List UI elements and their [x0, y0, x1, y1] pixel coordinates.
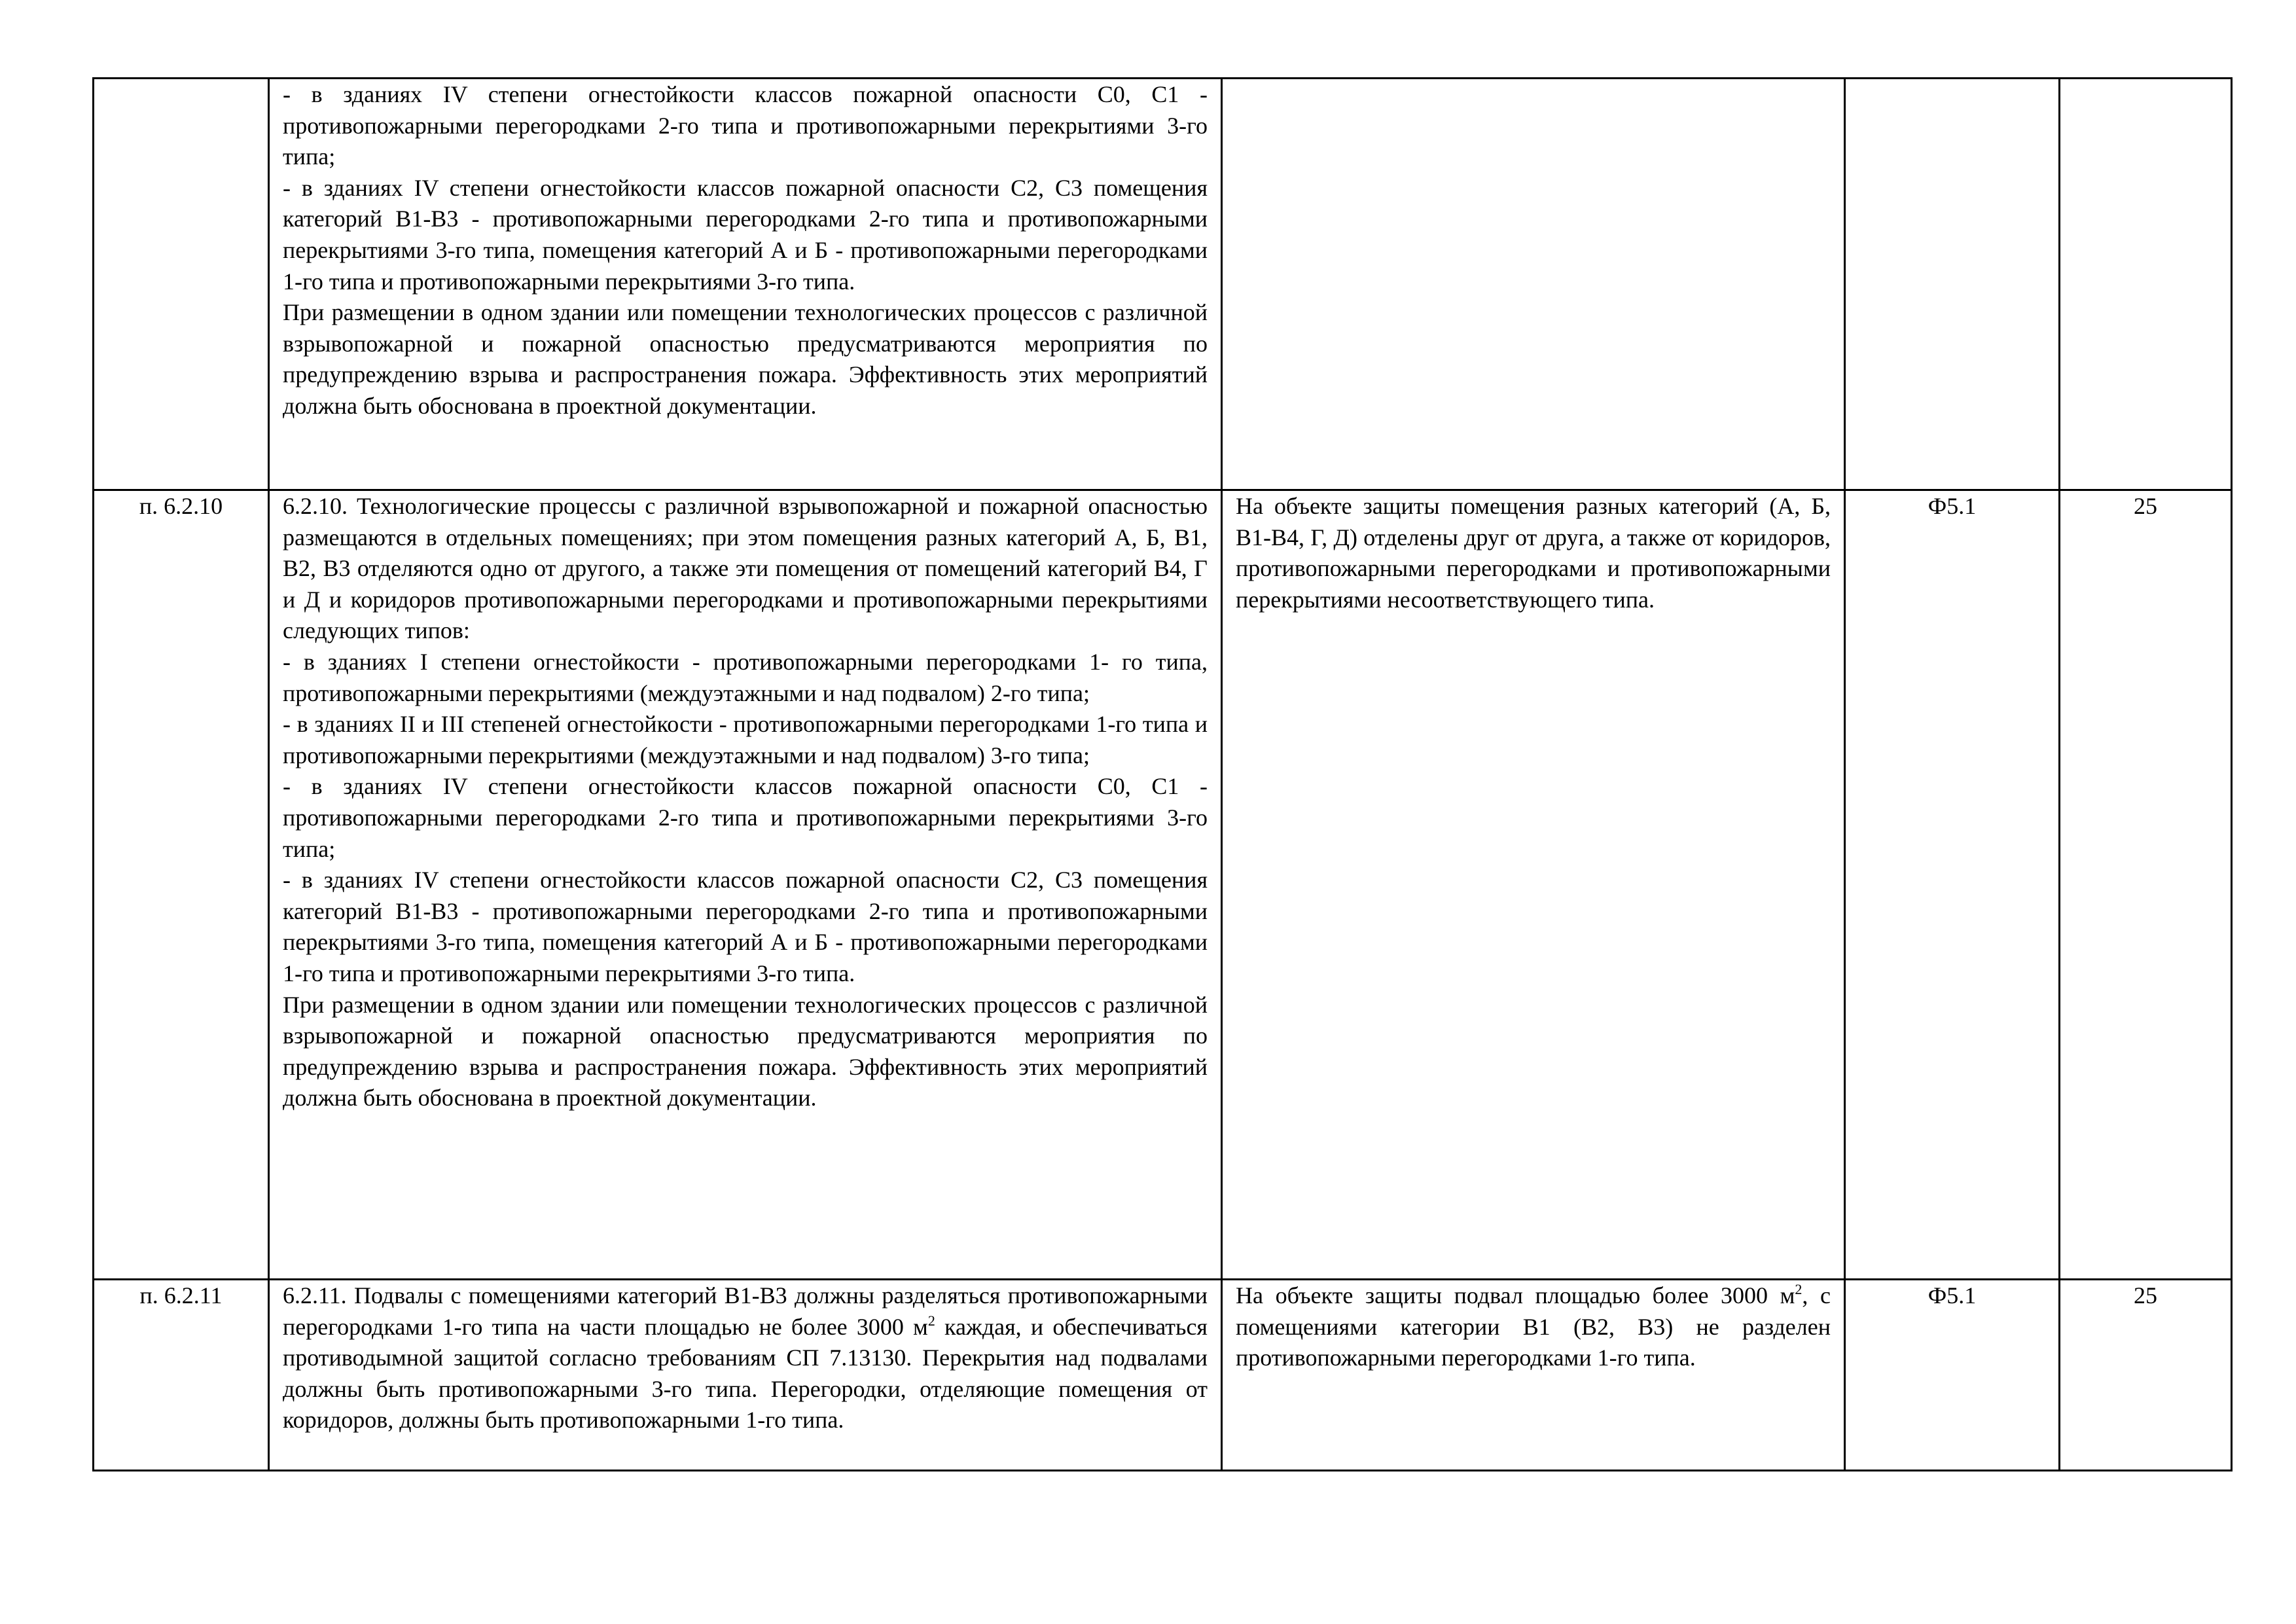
requirement-paragraph: При размещении в одном здании или помещении технологических процессов с различной взрывопожарной и пожарной опасностью предусматриваются мероприятия по предупреждению взрыва и распространения пожара. Эффективность этих мероприятий должна быть обоснована в проектной документации. [283, 299, 1208, 419]
table-row [94, 490, 2232, 1280]
requirement-paragraph: - в зданиях IV степени огнестойкости классов пожарной опасности С2, С3 помещения категорий В1-В3 - противопожарными перегородками 2-го типа и противопожарными перекрытиями 3-го типа, помещения категорий А и Б - противопожарными перегородками 1-го типа и противопожарными перекрытиями 3-го типа. [283, 867, 1208, 986]
clause-cell: п. 6.2.11 [94, 1280, 269, 1471]
requirement-paragraph: При размещении в одном здании или помещении технологических процессов с различной взрывопожарной и пожарной опасностью предусматриваются мероприятия по предупреждению взрыва и распространения пожара. Эффективность этих мероприятий должна быть обоснована в проектной документации. [283, 991, 1208, 1111]
class-cell: Ф5.1 [1845, 490, 2060, 1280]
class-cell: Ф5.1 [1845, 1280, 2060, 1471]
number-cell: 25 [2060, 1280, 2232, 1471]
requirement-cell [269, 79, 1222, 490]
requirement-paragraph: - в зданиях IV степени огнестойкости классов пожарной опасности С0, С1 - противопожарными перегородками 2-го типа и противопожарными перекрытиями 3-го типа; [283, 773, 1208, 862]
number-cell [2060, 79, 2232, 490]
table-row [94, 79, 2232, 490]
requirement-paragraph: - в зданиях I степени огнестойкости - противопожарными перегородками 1- го типа, противопожарными перекрытиями (междуэтажными и над подвалом) 2-го типа; [283, 648, 1208, 706]
requirement-cell [269, 490, 1222, 1280]
requirement-cell [269, 1280, 1222, 1471]
clause-cell: п. 6.2.10 [94, 490, 269, 1280]
requirement-paragraph: - в зданиях IV степени огнестойкости классов пожарной опасности С2, С3 помещения категорий В1-В3 - противопожарными перегородками 2-го типа и противопожарными перекрытиями 3-го типа, помещения категорий А и Б - противопожарными перегородками 1-го типа и противопожарными перекрытиями 3-го типа. [283, 174, 1208, 295]
requirement-superscript: 2 [927, 1312, 935, 1329]
requirement-paragraph: 6.2.10. Технологические процессы с различной взрывопожарной и пожарной опасностью размещаются в отдельных помещениях; при этом помещения разных категорий А, Б, В1, В2, В3 отделяются одно от другого, а также эти помещения от помещений категорий В4, Г и Д и коридоров противопожарными перегородками и противопожарными перекрытиями следующих типов: [283, 493, 1208, 644]
violations-table [92, 77, 2233, 1471]
requirement-text-start: 6.2.11. Подвалы с помещениями категорий В1-В3 должны разделяться противопожарными перегородками 1-го типа на части площадью не более 3000 м [283, 1282, 1208, 1340]
requirement-paragraph: - в зданиях IV степени огнестойкости классов пожарной опасности С0, С1 - противопожарными перегородками 2-го типа и противопожарными перекрытиями 3-го типа; [283, 81, 1208, 170]
table-row [94, 1280, 2232, 1471]
violation-superscript: 2 [1795, 1281, 1803, 1297]
violation-cell: На объекте защиты помещения разных категорий (А, Б, В1-В4, Г, Д) отделены друг от друга, а также от коридоров, противопожарными перегородками и противопожарными перекрытиями несоответствующего типа. [1222, 490, 1845, 1280]
clause-cell [94, 79, 269, 490]
requirement-text-end: каждая, и обеспечиваться противодымной защитой согласно требованиям СП 7.13130. Перекрытия над подвалами должны быть противопожарными 3-го типа. Перегородки, отделяющие помещения от коридоров, должны быть противопожарными 1-го типа. [283, 1313, 1208, 1434]
requirement-paragraph: - в зданиях II и III степеней огнестойкости - противопожарными перегородками 1-го типа и противопожарными перекрытиями (междуэтажными и над подвалом) 3-го типа; [283, 711, 1208, 768]
class-cell [1845, 79, 2060, 490]
number-cell: 25 [2060, 490, 2232, 1280]
violation-text-end: , с помещениями категории В1 (В2, В3) не разделен противопожарными перегородками 1-го типа. [1236, 1282, 1831, 1371]
violation-text-start: На объекте защиты подвал площадью более 3000 м [1236, 1282, 1795, 1308]
violation-cell [1222, 79, 1845, 490]
violation-cell [1222, 1280, 1845, 1471]
